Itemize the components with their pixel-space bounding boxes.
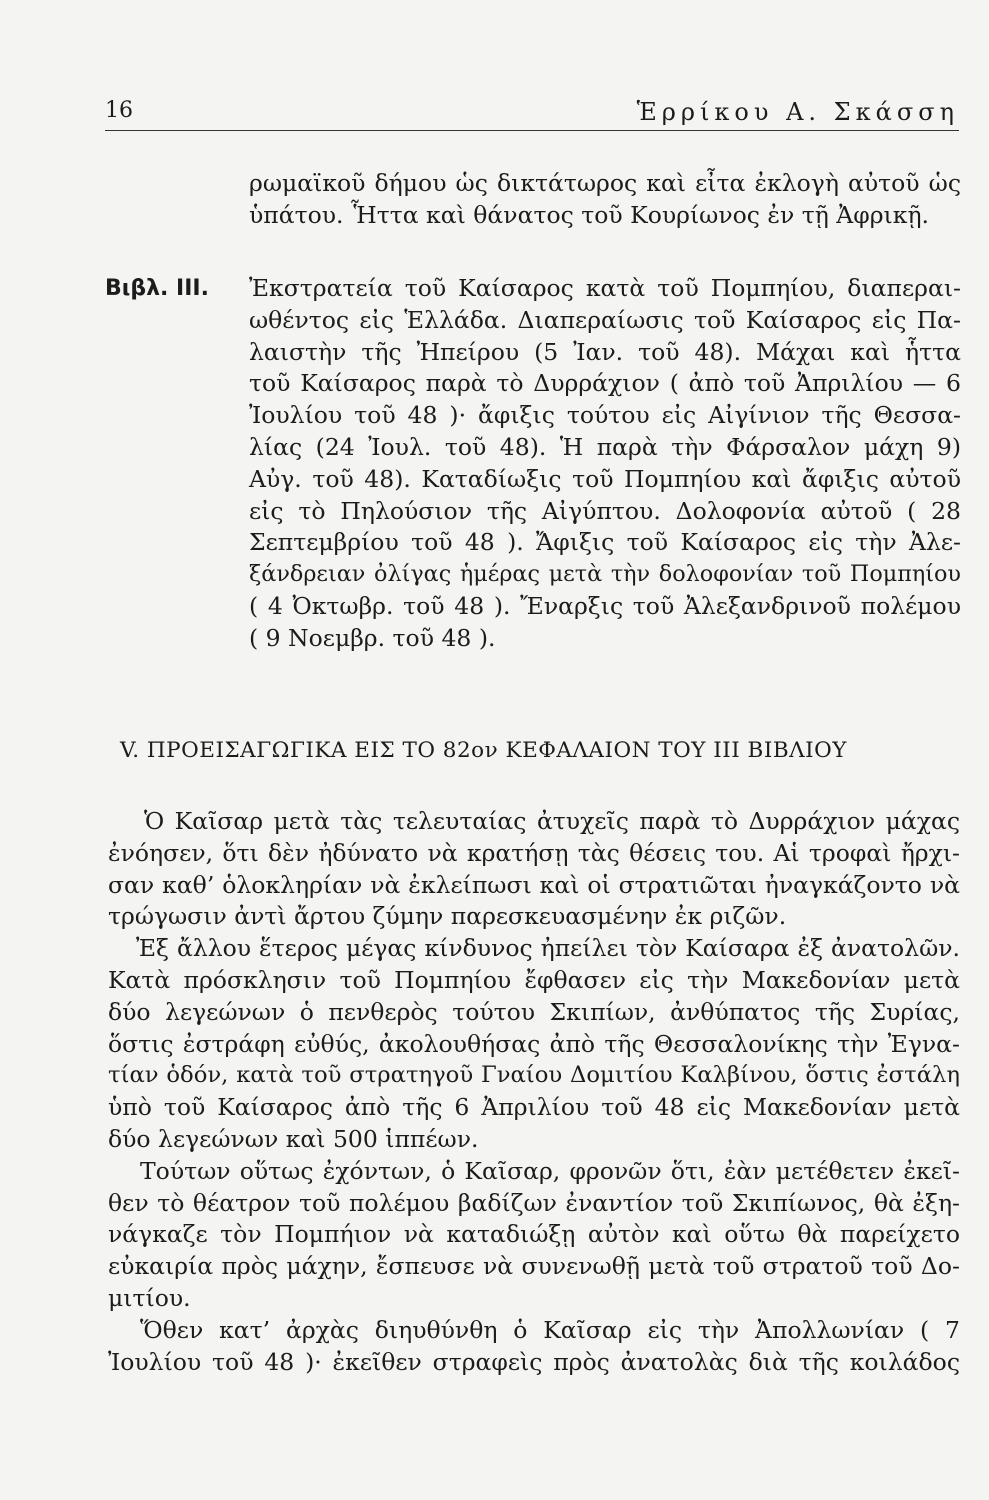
paragraph-line: Τούτων οὕτως ἐχόντων, ὁ Καῖσαρ, φρονῶν ὅτι, ἐὰν μετέθετεν ἐκεῖ- (140, 1156, 960, 1185)
paragraph-line: ὅστις ἐστράφη εὐθύς, ἀκολουθήσας ἀπὸ τῆς Θεσσαλονίκης τὴν Ἐγνα- (108, 1029, 960, 1058)
paragraph-line: Ὁ Καῖσαρ μετὰ τὰς τελευταίας ἀτυχεῖς παρὰ τὸ Δυρράχιον μάχας (144, 807, 960, 835)
summary-line: τοῦ Καίσαρος παρὰ τὸ Δυρράχιον ( ἀπὸ τοῦ Ἀπριλίου — 6 (249, 369, 961, 398)
paragraph-line: Ἰουλίου τοῦ 48 )· ἐκεῖθεν στραφεὶς πρὸς ἀνατολὰς διὰ τῆς κοιλάδος (108, 1347, 960, 1376)
section-heading: V. ΠΡΟΕΙΣΑΓΩΓΙΚΑ ΕΙΣ ΤΟ 82ον ΚΕΦΑΛΑΙΟΝ ΤΟΥ III ΒΙΒΛΙΟΥ (120, 738, 847, 763)
paragraph-line: μιτίου. (108, 1283, 191, 1312)
page-number: 16 (105, 98, 133, 123)
paragraph-line: δύο λεγεώνων καὶ 500 ἱππέων. (108, 1124, 479, 1153)
paragraph-line: δύο λεγεώνων ὁ πενθερὸς τούτου Σκιπίων, ἀνθύπατος τῆς Συρίας, (108, 997, 960, 1026)
summary-line: εἰς τὸ Πηλούσιον τῆς Αἰγύπτου. Δολοφονία αὐτοῦ ( 28 (249, 496, 961, 525)
paragraph-line: Ἐξ ἄλλου ἕτερος μέγας κίνδυνος ἠπείλει τὸν Καίσαρα ἐξ ἀνατολῶν. (136, 934, 960, 963)
chapter-summary-continuation (249, 168, 961, 232)
summary-line: Ἐκστρατεία τοῦ Καίσαρος κατὰ τοῦ Πομπηίου, διαπεραι- (249, 274, 961, 302)
summary-line: ὑπάτου. Ἧττα καὶ θάνατος τοῦ Κουρίωνος ἐν τῇ Ἀφρικῇ. (249, 200, 929, 229)
summary-line: ωθέντος εἰς Ἑλλάδα. Διαπεραίωσις τοῦ Καίσαρος εἰς Πα- (249, 305, 961, 334)
summary-line: λαιστὴν τῆς Ἠπείρου (5 Ἰαν. τοῦ 48). Μάχαι καὶ ἧττα (249, 337, 961, 366)
paragraph-line: τίαν ὁδόν, κατὰ τοῦ στρατηγοῦ Γναίου Δομιτίου Καλβίνου, ὅστις ἐστάλη (108, 1062, 960, 1089)
running-title: Ἑρρίκου Α. Σκάσση (636, 98, 959, 126)
summary-line: ρωμαϊκοῦ δήμου ὡς δικτάτωρος καὶ εἶτα ἐκλογὴ αὐτοῦ ὡς (249, 169, 961, 197)
body-text (108, 806, 960, 1378)
paragraph-line: ὑπὸ τοῦ Καίσαρος ἀπὸ τῆς 6 Ἀπριλίου τοῦ 48 εἰς Μακεδονίαν μετὰ (108, 1093, 960, 1122)
paragraph-line: Κατὰ πρόσκλησιν τοῦ Πομπηίου ἔφθασεν εἰς τὴν Μακεδονίαν μετὰ (108, 965, 960, 994)
summary-line: Σεπτεμβρίου τοῦ 48 ). Ἄφιξις τοῦ Καίσαρος εἰς τὴν Ἀλε- (249, 528, 961, 557)
paragraph-line: ἐνόησεν, ὅτι δὲν ἠδύνατο νὰ κρατήσῃ τὰς θέσεις του. Αἱ τροφαὶ ἤρχι- (108, 838, 960, 867)
paragraph-line: εὐκαιρία πρὸς μάχην, ἔσπευσε νὰ συνενωθῇ μετὰ τοῦ στρατοῦ τοῦ Δο- (108, 1252, 960, 1281)
book-iii-summary (249, 273, 961, 655)
summary-line: ξάνδρειαν ὀλίγας ἡμέρας μετὰ τὴν δολοφονίαν τοῦ Πομπηίου (249, 561, 961, 588)
summary-line: Ἰουλίου τοῦ 48 )· ἄφιξις τούτου εἰς Αἰγίνιον τῆς Θεσσα- (249, 401, 961, 430)
paragraph-line: τρώγωσιν ἀντὶ ἄρτου ζύμην παρεσκευασμένην ἐκ ριζῶν. (108, 902, 787, 931)
paragraph-line: σαν καθ’ ὁλοκληρίαν νὰ ἐκλείπωσι καὶ οἱ στρατιῶται ἠναγκάζοντο νὰ (108, 870, 960, 899)
paragraph-line: νάγκαζε τὸν Πομπήιον νὰ καταδιώξῃ αὐτὸν καὶ οὕτω θὰ παρείχετο (108, 1220, 960, 1249)
paragraph-line: θεν τὸ θέατρον τοῦ πολέμου βαδίζων ἐναντίον τοῦ Σκιπίωνος, θὰ ἐξη- (108, 1188, 960, 1217)
summary-line: ( 4 Ὀκτωβρ. τοῦ 48 ). Ἔναρξις τοῦ Ἀλεξανδρινοῦ πολέμου (249, 591, 961, 620)
page-header (105, 90, 959, 131)
paragraph-line: Ὅθεν κατ’ ἀρχὰς διηυθύνθη ὁ Καῖσαρ εἰς τὴν Ἀπολλωνίαν ( 7 (140, 1315, 960, 1344)
book-label: Βιβλ. III. (105, 276, 209, 301)
summary-line: λίας (24 Ἰουλ. τοῦ 48). Ἡ παρὰ τὴν Φάρσαλον μάχη 9) (249, 432, 961, 461)
summary-line: Αὐγ. τοῦ 48). Καταδίωξις τοῦ Πομπηίου καὶ ἄφιξις αὐτοῦ (249, 464, 961, 493)
summary-line: ( 9 Νοεμβρ. τοῦ 48 ). (249, 623, 496, 652)
